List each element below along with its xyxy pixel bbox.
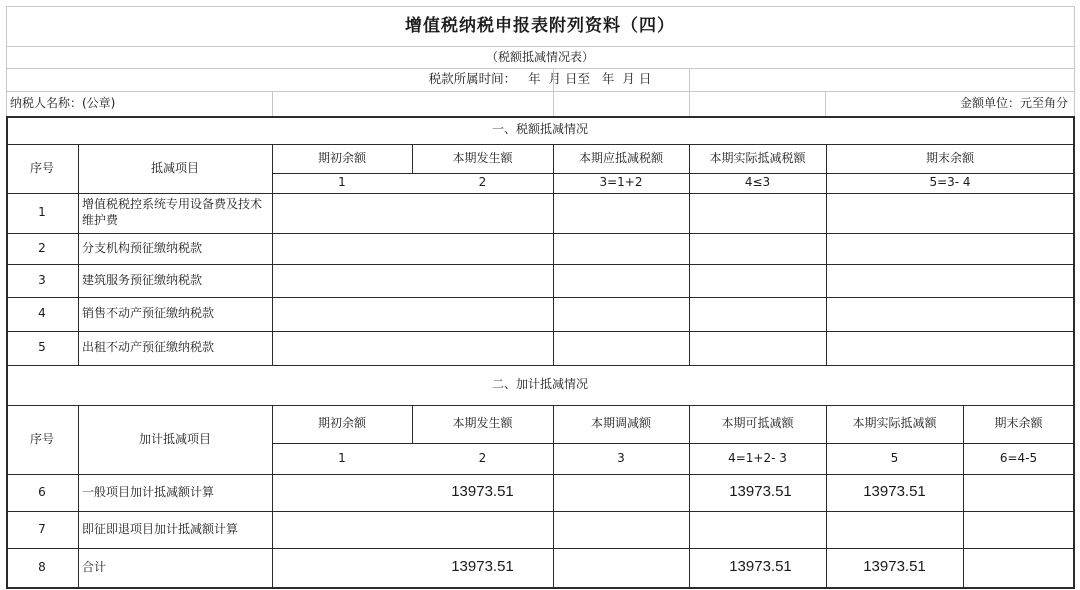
grid-line bbox=[78, 144, 79, 365]
s1-row-item: 增值税税控系统专用设备费及技术维护费 bbox=[82, 197, 263, 227]
grid-line bbox=[6, 116, 8, 589]
s1-row-item: 分支机构预征缴纳税款 bbox=[82, 240, 203, 255]
s1-row-item: 销售不动产预征缴纳税款 bbox=[82, 306, 215, 321]
s2-row-item: 合计 bbox=[82, 560, 107, 575]
grid-line bbox=[553, 68, 554, 116]
s2-code-6: 6=4-5 bbox=[999, 450, 1038, 465]
grid-line bbox=[6, 297, 1074, 298]
grid-line bbox=[78, 405, 79, 588]
section1-title: 一、税额抵减情况 bbox=[491, 122, 588, 137]
s2-header-actual: 本期实际抵减额 bbox=[852, 416, 937, 431]
grid-line bbox=[826, 144, 827, 365]
s2-code-1: 1 bbox=[338, 450, 346, 465]
section2-title: 二、加计抵减情况 bbox=[491, 377, 588, 392]
grid-line bbox=[272, 405, 273, 588]
s1-header-item: 抵减项目 bbox=[150, 160, 199, 175]
grid-line bbox=[6, 6, 7, 116]
grid-line bbox=[6, 46, 1074, 47]
s2-code-4: 4=1+2- 3 bbox=[728, 450, 787, 465]
s1-code-1: 1 bbox=[338, 175, 346, 190]
s2-header-adjust: 本期调减额 bbox=[590, 416, 651, 431]
grid-line bbox=[6, 474, 1074, 475]
form-title: 增值税纳税申报表附列资料（四） bbox=[405, 15, 675, 36]
s1-code-3: 3=1+2 bbox=[599, 175, 643, 190]
s1-row-no: 1 bbox=[38, 205, 46, 220]
s2-code-3: 3 bbox=[617, 450, 625, 465]
s1-code-5: 5=3- 4 bbox=[929, 175, 971, 190]
s1-row-no: 2 bbox=[38, 240, 46, 255]
grid-line bbox=[689, 144, 690, 365]
s1-row-item: 建筑服务预征缴纳税款 bbox=[82, 272, 203, 287]
s2-row-deductible-amount: 13973.51 bbox=[729, 483, 792, 500]
taxpayer-name-label: 纳税人名称：(公章) bbox=[10, 96, 116, 111]
s1-row-no: 3 bbox=[38, 272, 46, 287]
s2-row-actual-amount: 13973.51 bbox=[863, 483, 926, 500]
grid-line bbox=[553, 405, 554, 588]
grid-line bbox=[825, 91, 826, 116]
s2-row-no: 8 bbox=[38, 560, 46, 575]
grid-line bbox=[272, 443, 1074, 444]
amount-unit-label: 金额单位：元至角分 bbox=[959, 96, 1068, 111]
grid-line bbox=[553, 144, 554, 365]
grid-line bbox=[6, 405, 1074, 406]
s1-code-2: 2 bbox=[478, 175, 487, 190]
grid-line bbox=[826, 405, 827, 588]
s2-header-no: 序号 bbox=[29, 431, 54, 446]
s2-header-closing: 期末余额 bbox=[994, 416, 1043, 431]
grid-line bbox=[6, 511, 1074, 512]
grid-line bbox=[6, 193, 1074, 194]
s1-header-no: 序号 bbox=[29, 160, 54, 175]
s2-header-current: 本期发生额 bbox=[452, 416, 513, 431]
s1-header-deductible: 本期应抵减税额 bbox=[578, 150, 663, 165]
grid-line bbox=[963, 405, 964, 588]
grid-line bbox=[272, 144, 273, 365]
s1-header-opening: 期初余额 bbox=[317, 150, 366, 165]
grid-line bbox=[6, 68, 1074, 69]
s1-row-no: 5 bbox=[38, 340, 46, 355]
s2-row-no: 7 bbox=[38, 521, 46, 536]
s2-row-current-amount: 13973.51 bbox=[451, 483, 514, 500]
s2-header-deductible: 本期可抵减额 bbox=[721, 416, 794, 431]
s2-row-deductible-amount: 13973.51 bbox=[729, 558, 792, 575]
s1-header-actual: 本期实际抵减税额 bbox=[709, 150, 806, 165]
grid-line bbox=[689, 68, 690, 116]
s1-row-no: 4 bbox=[38, 306, 46, 321]
s2-row-no: 6 bbox=[38, 484, 46, 499]
s1-code-4: 4≤3 bbox=[744, 175, 771, 190]
s2-header-item: 加计抵减项目 bbox=[138, 431, 211, 446]
grid-line bbox=[6, 144, 1074, 145]
grid-line bbox=[6, 587, 1075, 589]
s1-header-current: 本期发生额 bbox=[452, 150, 513, 165]
grid-line bbox=[6, 6, 1074, 7]
grid-line bbox=[6, 365, 1074, 366]
s2-row-item: 即征即退项目加计抵减额计算 bbox=[82, 521, 239, 536]
grid-line bbox=[689, 405, 690, 588]
s1-header-closing: 期末余额 bbox=[925, 150, 974, 165]
grid-line bbox=[1074, 6, 1075, 116]
grid-line bbox=[272, 91, 273, 116]
grid-line bbox=[412, 144, 413, 173]
s2-row-current-amount: 13973.51 bbox=[451, 558, 514, 575]
s2-code-2: 2 bbox=[478, 450, 487, 465]
grid-line bbox=[272, 173, 1074, 174]
grid-line bbox=[6, 548, 1074, 549]
s2-row-actual-amount: 13973.51 bbox=[863, 558, 926, 575]
s2-header-opening: 期初余额 bbox=[317, 416, 366, 431]
grid-line bbox=[6, 116, 1075, 118]
s2-code-5: 5 bbox=[890, 450, 899, 465]
s1-row-item: 出租不动产预征缴纳税款 bbox=[82, 340, 215, 355]
form-subtitle: （税额抵减情况表） bbox=[485, 49, 594, 64]
s2-row-item: 一般项目加计抵减额计算 bbox=[82, 484, 215, 499]
grid-line bbox=[1073, 116, 1075, 589]
grid-line bbox=[6, 233, 1074, 234]
grid-line bbox=[6, 331, 1074, 332]
grid-line bbox=[412, 405, 413, 443]
grid-line bbox=[6, 91, 1074, 92]
tax-period: 税款所属时间： 年 月 日至 年 月 日 bbox=[428, 71, 652, 87]
grid-line bbox=[6, 264, 1074, 265]
